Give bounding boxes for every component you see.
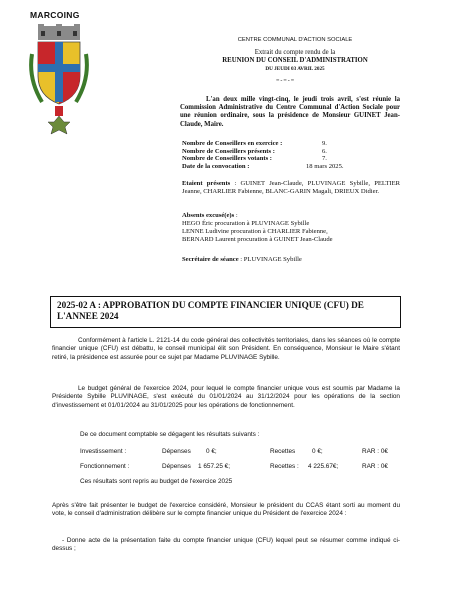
secretaire-block — [182, 256, 400, 263]
result-rar: RAR : 0€ — [362, 463, 388, 470]
stat-votants-label: Nombre de Conseillers votants : — [182, 155, 272, 163]
paragraph-5: Après s'être fait présenter le budget de l'exercice considéré, Monsieur le président du CCAS étant sorti au moment du vote, le conseil d'administration délibère sur le compte financier unique du Président de l'exercice 2024 : — [52, 502, 400, 518]
absent-line-3: BERNARD Laurent procuration à GUINET Jean-Claude — [182, 236, 333, 243]
result-rec-label: Recettes : — [270, 463, 299, 470]
result-section: Fonctionnement : — [80, 463, 130, 470]
deliberation-title: 2025-02 A : APPROBATION DU COMPTE FINANCIER UNIQUE (CFU) DE L'ANNEE 2024 — [50, 296, 401, 328]
header-block — [190, 49, 400, 73]
absents-block: Absents excusé(e)s : HEGO Éric procuration à PLUVINAGE Sybille LENNE Ludivine procuration à CHARLIER Fabienne, BERNARD Laurent procuration à GUINET Jean-Claude — [182, 212, 400, 244]
result-section: Investissement : — [80, 448, 127, 455]
result-rar: RAR : 0€ — [362, 448, 388, 455]
paragraph-2: Le budget général de l'exercice 2024, pour lequel le compte financier unique vous est soumis par Madame la Présidente Sybille PLUVINAGE, s'est exécuté du 01/01/2024 au 31/12/2024 pour les opérations de la section d'investissement et 01/01/2024 au 31/01/2025 pour les opérations de fonctionnement. — [52, 385, 400, 409]
absents-label: Absents excusé(e)s — [182, 212, 235, 219]
stat-date-value: 18 mars 2025. — [306, 162, 344, 170]
absent-line-2: LENNE Ludivine procuration à CHARLIER Fabienne, — [182, 228, 328, 235]
stat-date-label: Date de la convocation : — [182, 162, 250, 170]
stat-presents-label: Nombre de Conseillers présents : — [182, 147, 275, 155]
stat-votants-value: 7. — [322, 155, 327, 163]
header-line2: REUNION DU CONSEIL D'ADMINISTRATION — [222, 57, 368, 64]
presents-label: Etaient présents — [182, 180, 231, 187]
result-row-investissement — [80, 448, 390, 457]
result-dep-value: 0 €; — [206, 448, 217, 455]
paragraph-1: Conformément à l'article L. 2121-14 du code général des collectivités territoriales, dans les séances où le compte financier unique (CFU) est débattu, le conseil municipal élit son Président. En conséquence, Monsieur le Maire s'étant retiré, la présidence est assurée pour ce sujet par Madame PLUVINAGE Sybille. — [52, 337, 400, 361]
presents-text: : GUINET Jean-Claude, PLUVINAGE Sybille, PELTIER Jeanne, CHARLIER Fabienne, BLANC-GARIN Magali, DRIEUX Didier. — [182, 180, 400, 195]
result-rec-value: 0 €; — [312, 448, 323, 455]
stat-exercice-value: 9. — [322, 140, 327, 147]
header-line3: DU JEUDI 03 AVRIL 2025 — [265, 66, 325, 72]
logo-town-name: MARCOING — [30, 10, 80, 20]
secretaire-text: : PLUVINAGE Sybille — [238, 256, 302, 263]
coat-of-arms-logo — [28, 24, 90, 142]
stat-exercice-label: Nombre de Conseillers en exercice : — [182, 140, 283, 147]
paragraph-4: Ces résultats sont repris au budget de l'exercice 2025 — [80, 478, 233, 485]
paragraph-3: De ce document comptable se dégagent les résultats suivants : — [80, 431, 260, 438]
result-dep-label: Dépenses — [162, 463, 191, 470]
result-dep-value: 1 657.25 €; — [198, 463, 230, 470]
header-separator: =-=-= — [276, 78, 296, 84]
stat-presents-value: 6. — [322, 147, 327, 155]
header-organization: CENTRE COMMUNAL D'ACTION SOCIALE — [237, 37, 353, 43]
result-rec-value: 4 225.67€; — [308, 463, 339, 470]
council-stats — [182, 140, 402, 170]
header-line1: Extrait du compte rendu de la — [254, 49, 336, 56]
absent-line-1: HEGO Éric procuration à PLUVINAGE Sybille — [182, 220, 310, 227]
presents-block — [182, 180, 400, 196]
result-rec-label: Recettes — [270, 448, 296, 455]
paragraph-6: - Donne acte de la présentation faite du compte financier unique (CFU) lequel peut se résumer comme indiqué ci-dessus ; — [52, 537, 400, 553]
intro-paragraph: L'an deux mille vingt-cinq, le jeudi trois avril, s'est réunie la Commission Administrative du Centre Communal d'Action Sociale pour une réunion ordinaire, sous la présidence de Monsieur GUINET Jean-Claude, Maire. — [180, 96, 400, 128]
result-row-fonctionnement — [80, 463, 390, 472]
result-dep-label: Dépenses — [162, 448, 191, 455]
secretaire-label: Secrétaire de séance — [182, 256, 239, 263]
